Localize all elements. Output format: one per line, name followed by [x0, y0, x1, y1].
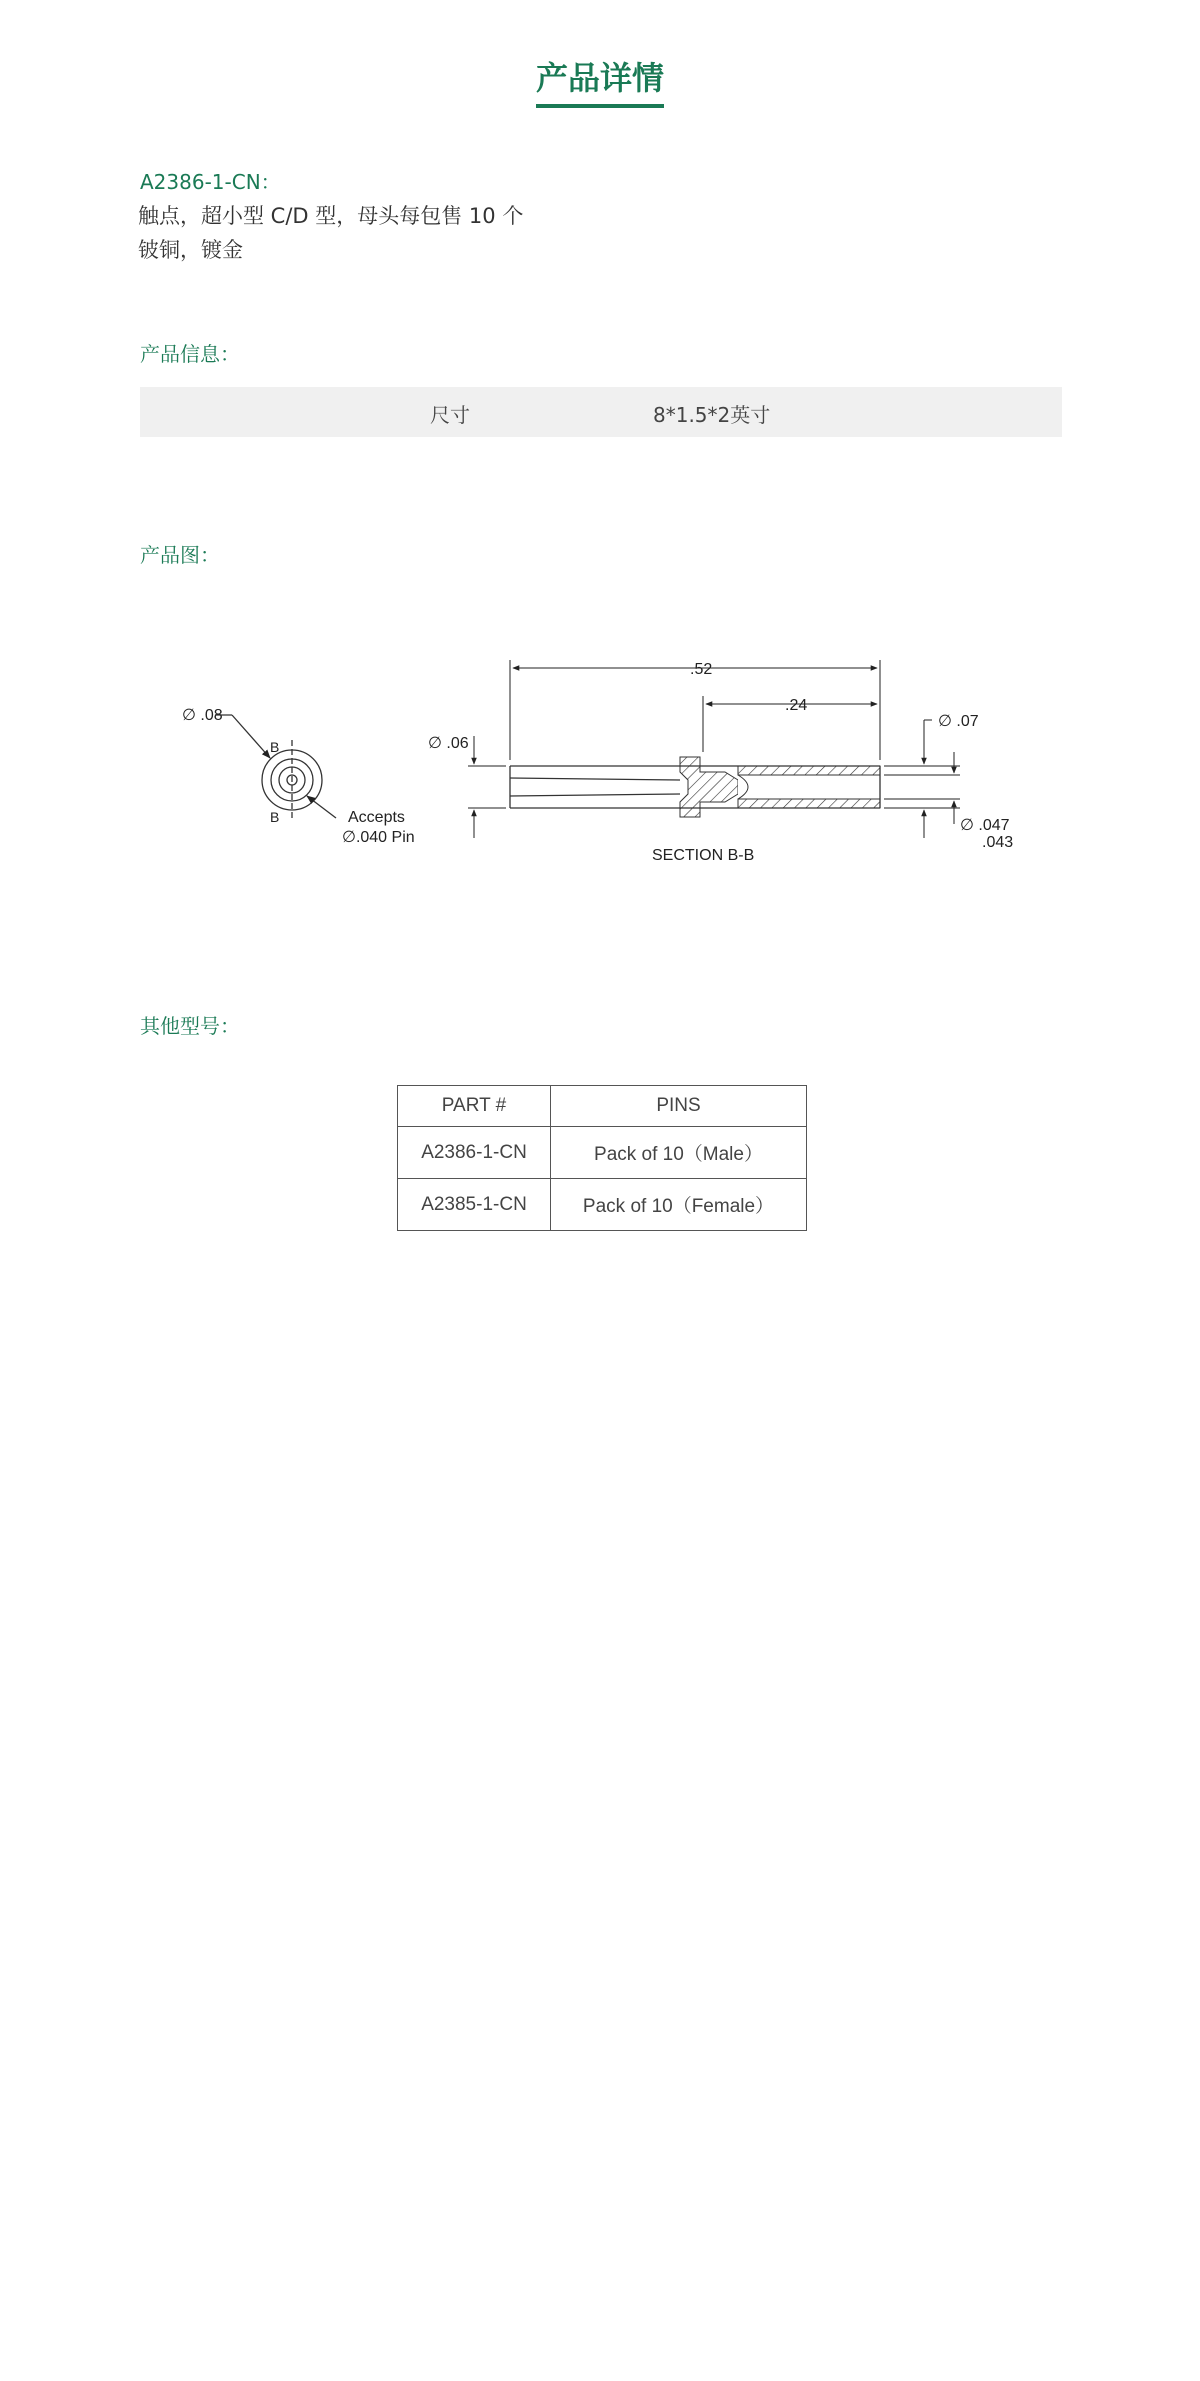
info-key: 尺寸 — [430, 403, 470, 427]
table-row — [398, 1127, 807, 1179]
page-title: 产品详情 — [536, 58, 664, 108]
column-header-part: PART # — [398, 1086, 551, 1127]
section-caption: SECTION B-B — [652, 847, 755, 864]
column-header-pins: PINS — [551, 1086, 807, 1127]
end-view — [215, 715, 336, 820]
desc-line-1: 触点，超小型 C/D 型，母头每包售 10 个 — [138, 204, 524, 228]
info-row — [140, 387, 1062, 437]
dimension-lines — [468, 660, 960, 838]
front-dia-label: ∅ .06 — [428, 735, 469, 752]
accepts-label-1: Accepts — [348, 809, 405, 826]
accepts-label-2: ∅.040 Pin — [342, 829, 415, 846]
pins-cell: Pack of 10（Female） — [551, 1179, 807, 1231]
section-mark-bottom: B — [270, 809, 280, 825]
image-heading: 产品图： — [140, 543, 220, 567]
bore-dia-label-2: .043 — [982, 834, 1014, 851]
model-label: A2386-1-CN： — [140, 170, 281, 194]
parts-table — [397, 1085, 807, 1231]
product-drawing — [170, 640, 1030, 880]
section-mark-top: B — [270, 739, 280, 755]
pins-cell: Pack of 10（Male） — [551, 1127, 807, 1179]
others-heading: 其他型号： — [140, 1014, 240, 1038]
bore-dia-label-1: ∅ .047 — [960, 817, 1010, 834]
page-title-wrap — [0, 58, 1200, 108]
part-cell: A2386-1-CN — [398, 1127, 551, 1179]
table-row — [398, 1179, 807, 1231]
outer-dia-label: ∅ .08 — [182, 707, 223, 724]
crimp-length-label: .24 — [785, 697, 808, 714]
info-heading: 产品信息： — [140, 342, 240, 366]
overall-length-label: .52 — [690, 661, 713, 678]
part-cell: A2385-1-CN — [398, 1179, 551, 1231]
rear-dia-label: ∅ .07 — [938, 713, 979, 730]
table-header-row — [398, 1086, 807, 1127]
info-value: 8*1.5*2英寸 — [653, 403, 771, 427]
desc-line-2: 铍铜，镀金 — [138, 238, 243, 262]
